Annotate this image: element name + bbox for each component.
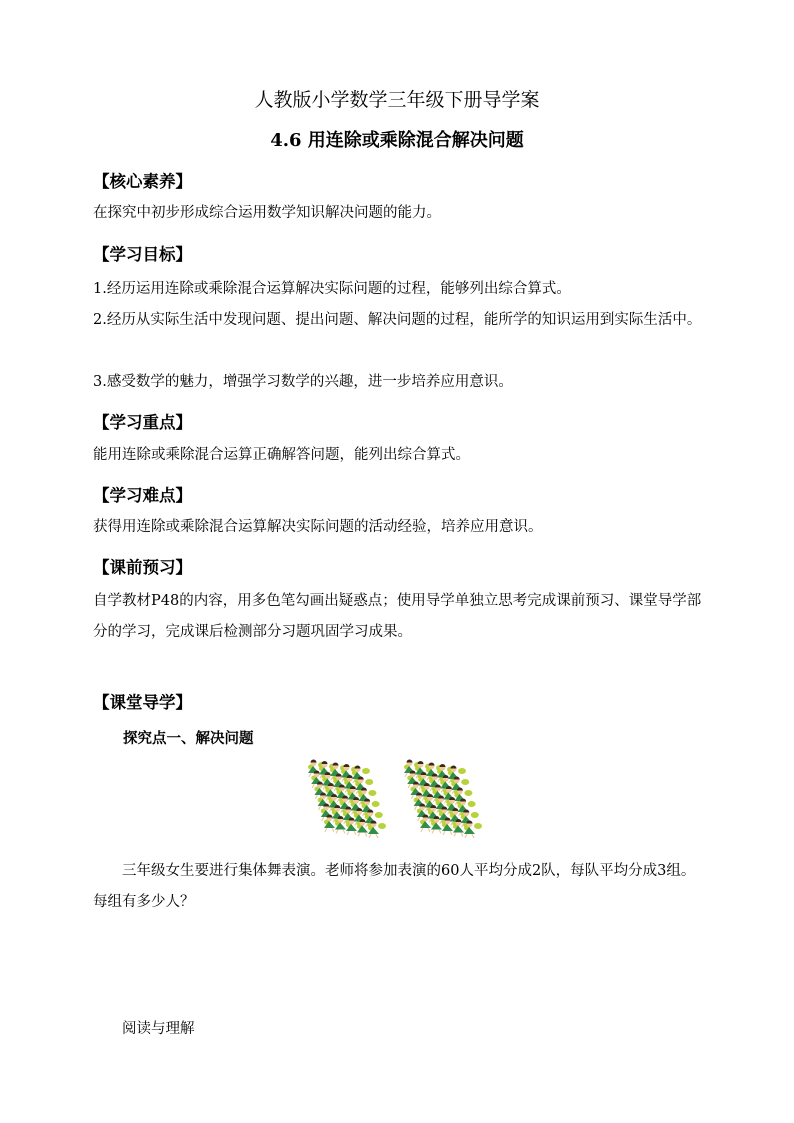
lesson-title: 4.6 用连除或乘除混合解决问题 — [270, 130, 524, 151]
difficulty-text: 获得用连除或乘除混合运算解决实际问题的活动经验，培养应用意识。 — [93, 519, 543, 535]
document-title: 人教版小学数学三年级下册导学案 — [254, 89, 540, 111]
key-text: 能用连除或乘除混合运算正确解答问题，能列出综合算式。 — [93, 447, 470, 463]
goal-item-3: 3.感受数学的魅力，增强学习数学的兴趣，进一步培养应用意识。 — [93, 374, 513, 390]
preview-text: 自学教材P48的内容，用多色笔勾画出疑惑点；使用导学单独立思考完成课前预习、课堂导学部分的学习，完成课后检测部分习题巩固学习成果。 — [93, 593, 702, 640]
section-heading-key: 【学习重点】 — [93, 413, 192, 432]
core-text: 在探究中初步形成综合运用数学知识解决问题的能力。 — [93, 205, 441, 221]
dancers-illustration — [305, 755, 520, 845]
goal-item-1: 1.经历运用连除或乘除混合运算解决实际问题的过程，能够列出综合算式。 — [93, 281, 571, 297]
section-heading-difficulty: 【学习难点】 — [93, 486, 192, 505]
section-heading-classroom: 【课堂导学】 — [93, 693, 192, 712]
problem-text: 三年级女生要进行集体舞表演。老师将参加表演的60人平均分成2队，每队平均分成3组。每组有多少人？ — [93, 863, 696, 910]
section-heading-goals: 【学习目标】 — [93, 245, 192, 264]
section-heading-preview: 【课前预习】 — [93, 558, 192, 577]
dancer-figure — [464, 821, 482, 839]
dancer-figure — [368, 821, 386, 839]
read-and-understand: 阅读与理解 — [122, 1021, 195, 1037]
exploration-point-1: 探究点一、解决问题 — [123, 730, 254, 747]
section-heading-core: 【核心素养】 — [93, 172, 192, 191]
goal-item-2: 2.经历从实际生活中发现问题、提出问题、解决问题的过程，能所学的知识运用到实际生活中。 — [93, 312, 702, 328]
